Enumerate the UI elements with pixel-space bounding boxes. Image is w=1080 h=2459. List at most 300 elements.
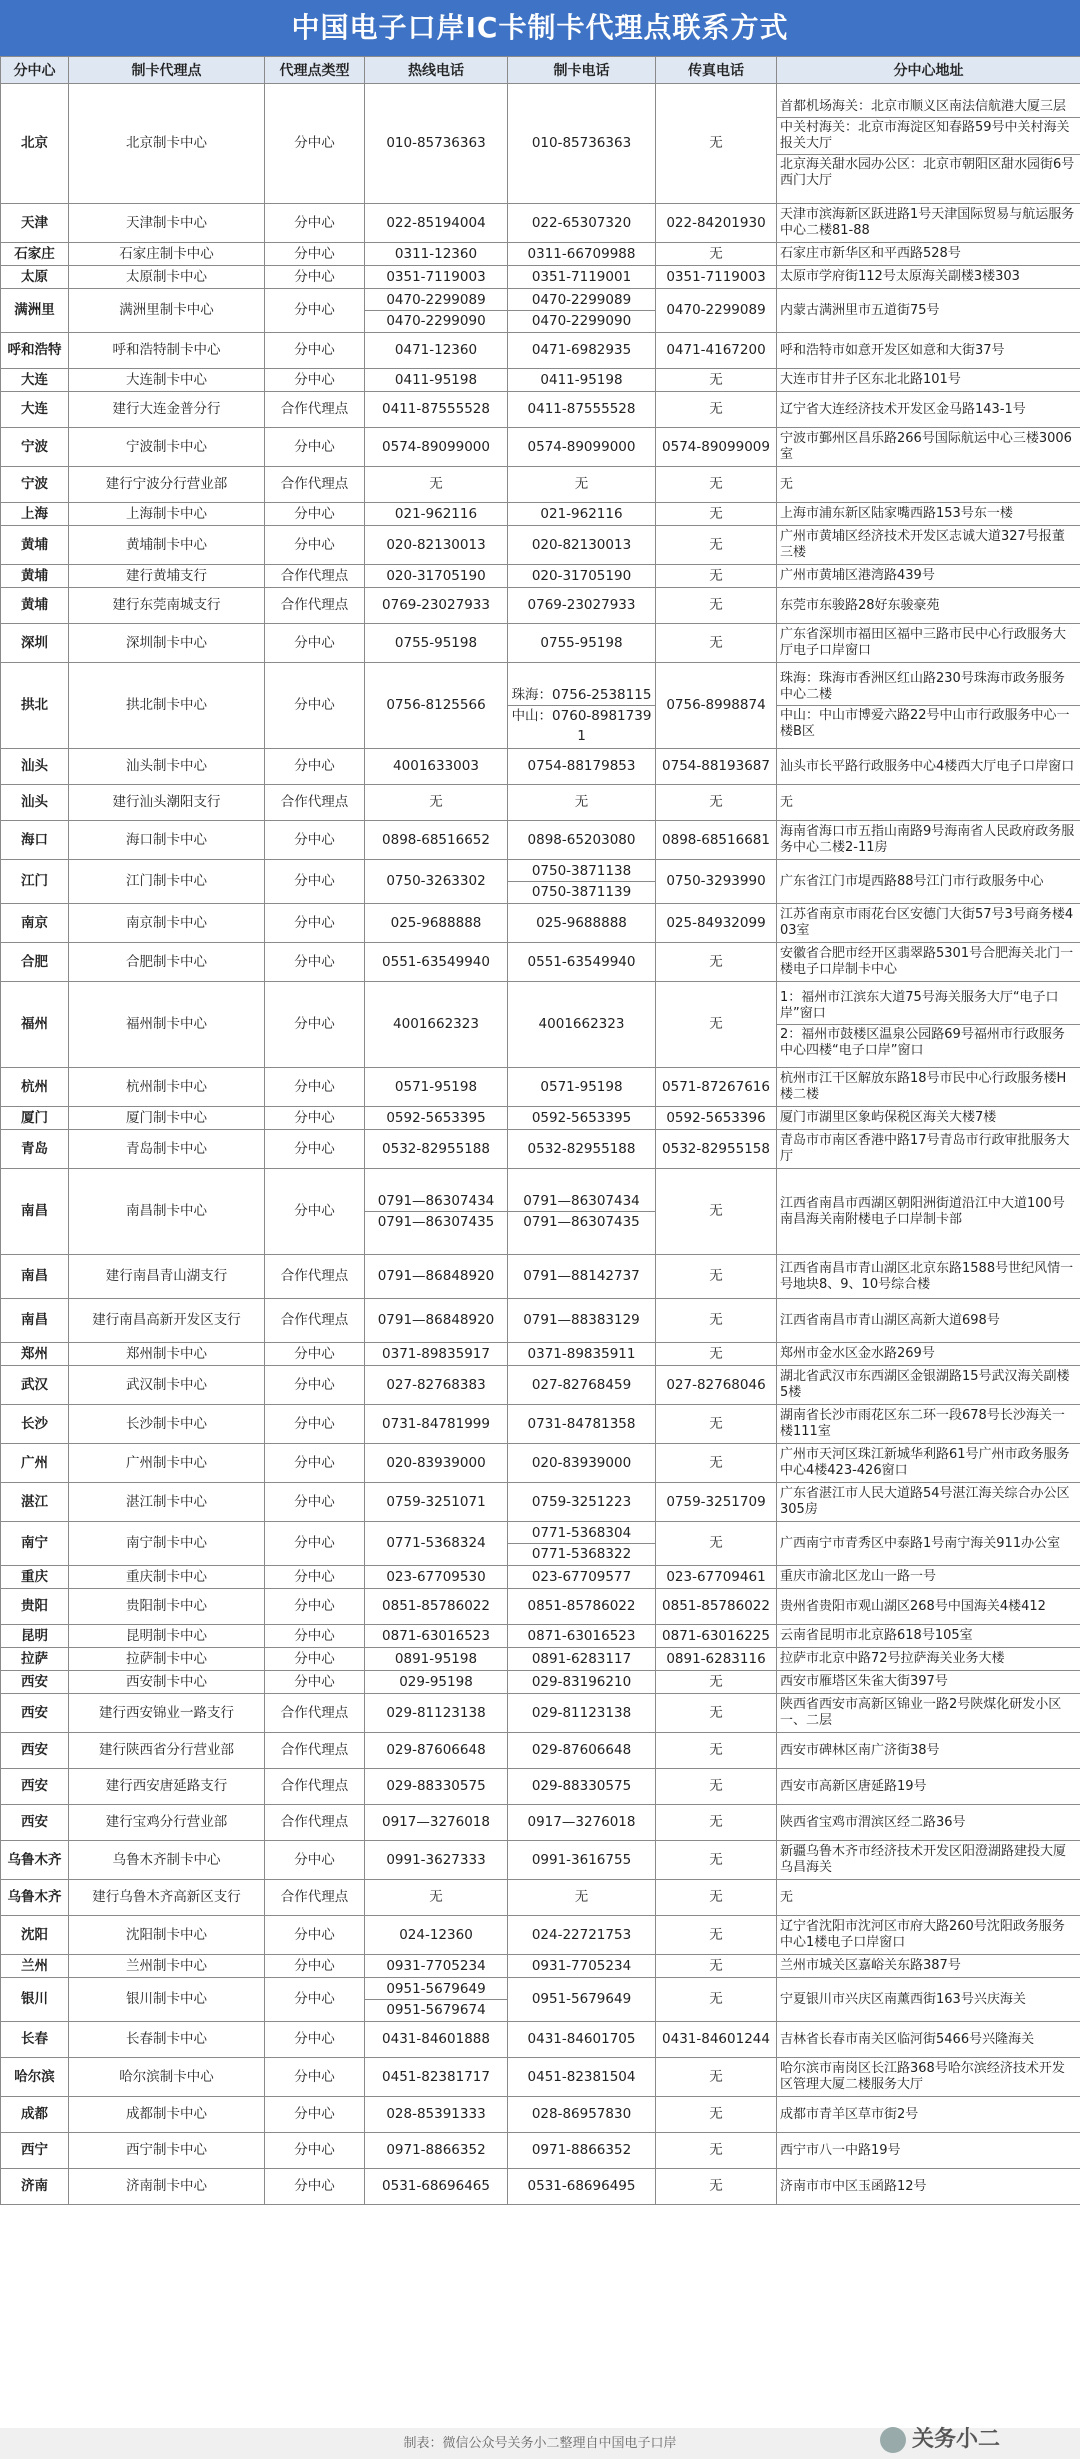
table-row [1, 1805, 1080, 1841]
hotline-cell: 0371-89835917 [365, 1343, 508, 1366]
center-cell: 南宁 [1, 1522, 69, 1566]
agent-cell: 建行东莞南城支行 [69, 588, 265, 624]
card-phone-value: 027-82768459 [531, 1376, 632, 1393]
brand-logo [880, 2422, 1000, 2458]
hotline-cell: 0931-7705234 [365, 1955, 508, 1978]
center-cell: 昆明 [1, 1625, 69, 1648]
type-cell: 分中心 [265, 1483, 365, 1522]
logo-text: 关务小二 [912, 2427, 1001, 2452]
center-cell: 长春 [1, 2022, 69, 2058]
table-row [1, 1343, 1080, 1366]
address-cell [777, 749, 1080, 785]
card-phone-value: 中山：0760-89817391 [508, 705, 655, 726]
type-cell: 分中心 [265, 289, 365, 333]
card-phone-value: 020-83939000 [531, 1454, 632, 1471]
card-phone-value: 0791—88383129 [523, 1312, 640, 1328]
address-line: 兰州市城关区嘉峪关东路387号 [780, 1958, 961, 1973]
type-cell: 合作代理点 [265, 392, 365, 428]
type-cell: 分中心 [265, 2022, 365, 2058]
address-line: 无 [780, 794, 794, 810]
agent-cell: 南宁制卡中心 [69, 1522, 265, 1566]
fax-cell: 无 [656, 1522, 777, 1566]
center-cell: 青岛 [1, 1130, 69, 1169]
fax-cell: 无 [656, 503, 777, 526]
address-line: 重庆市渝北区龙山一路一号 [780, 1569, 937, 1584]
table-row [1, 1880, 1080, 1916]
card-phone-cell [508, 204, 656, 243]
center-cell: 天津 [1, 204, 69, 243]
address-cell [777, 1769, 1080, 1805]
center-cell: 拉萨 [1, 1648, 69, 1671]
table-row [1, 2022, 1080, 2058]
agent-cell: 建行宁波分行营业部 [69, 467, 265, 503]
address-line: 呼和浩特市如意开发区如意和大街37号 [780, 342, 1005, 358]
hotline-cell: 0351-7119003 [365, 266, 508, 289]
address-line: 西宁市八一中路19号 [780, 2142, 901, 2158]
card-phone-value: 020-82130013 [531, 536, 632, 553]
hotline-cell: 0771-5368324 [365, 1522, 508, 1566]
hotline-cell: 4001662323 [365, 982, 508, 1068]
fax-cell: 0574-89099009 [656, 428, 777, 467]
address-line: 贵州省贵阳市观山湖区268号中国海关4楼412 [780, 1598, 1046, 1614]
center-cell: 南昌 [1, 1255, 69, 1299]
agent-cell: 武汉制卡中心 [69, 1366, 265, 1405]
agent-cell: 济南制卡中心 [69, 2169, 265, 2205]
address-line: 江西省南昌市青山湖区高新大道698号 [780, 1312, 1000, 1328]
table-row [1, 2169, 1080, 2205]
agent-cell: 重庆制卡中心 [69, 1566, 265, 1589]
hotline-cell: 020-31705190 [365, 565, 508, 588]
center-cell: 西安 [1, 1694, 69, 1733]
fax-cell: 0898-68516681 [656, 821, 777, 860]
address-line: 太原市学府街112号太原海关副楼3楼303 [780, 269, 1020, 284]
address-line: 广东省深圳市福田区福中三路市民中心行政服务大厅电子口岸窗口 [780, 627, 1067, 658]
type-cell: 分中心 [265, 526, 365, 565]
address-line: 拉萨市北京中路72号拉萨海关业务大楼 [780, 1651, 1005, 1666]
center-cell: 大连 [1, 369, 69, 392]
address-line: 海南省海口市五指山南路9号海南省人民政府政务服务中心二楼2-11房 [780, 824, 1075, 855]
card-phone-cell [508, 503, 656, 526]
card-phone-value: 0991-3616755 [531, 1851, 632, 1868]
card-phone-value: 无 [574, 794, 589, 810]
header-address: 分中心地址 [777, 57, 1080, 84]
card-phone-cell [508, 1694, 656, 1733]
center-cell: 西宁 [1, 2133, 69, 2169]
fax-cell: 无 [656, 1841, 777, 1880]
table-row [1, 1955, 1080, 1978]
card-phone-value: 0470-2299089 [531, 292, 632, 308]
table-row [1, 1733, 1080, 1769]
table-row [1, 84, 1080, 204]
fax-cell: 无 [656, 392, 777, 428]
address-line: 江西省南昌市西湖区朝阳洲街道沿江中大道100号南昌海关南附楼电子口岸制卡部 [780, 1195, 1065, 1227]
center-cell: 西安 [1, 1671, 69, 1694]
type-cell: 分中心 [265, 821, 365, 860]
type-cell: 分中心 [265, 624, 365, 663]
table-row [1, 663, 1080, 749]
address-cell [777, 1169, 1080, 1255]
address-line: 广西南宁市青秀区中泰路1号南宁海关911办公室 [780, 1535, 1061, 1551]
address-cell [777, 526, 1080, 565]
fax-cell: 无 [656, 467, 777, 503]
type-cell: 分中心 [265, 2133, 365, 2169]
agent-cell: 南昌制卡中心 [69, 1169, 265, 1255]
agent-cell: 银川制卡中心 [69, 1978, 265, 2022]
hotline-cell: 0731-84781999 [365, 1405, 508, 1444]
address-line: 广东省江门市堤西路88号江门市行政服务中心 [780, 873, 1044, 889]
hotline-cell: 029-95198 [365, 1671, 508, 1694]
card-phone-cell [508, 2169, 656, 2205]
hotline-cell: 0311-12360 [365, 243, 508, 266]
card-phone-value: 0791—88142737 [523, 1268, 640, 1284]
hotline-cell: 0759-3251071 [365, 1483, 508, 1522]
card-phone-cell [508, 1769, 656, 1805]
wechat-icon [880, 2427, 906, 2453]
card-phone-value: 0769-23027933 [527, 597, 636, 613]
type-cell: 分中心 [265, 243, 365, 266]
table-row [1, 1694, 1080, 1733]
address-line: 大连市甘井子区东北北路101号 [780, 372, 961, 387]
address-line: 西安市碑林区南广济街38号 [780, 1742, 940, 1758]
center-cell: 西安 [1, 1805, 69, 1841]
address-cell [777, 1483, 1080, 1522]
agent-cell: 石家庄制卡中心 [69, 243, 265, 266]
hotline-cell: 0971-8866352 [365, 2133, 508, 2169]
type-cell: 合作代理点 [265, 1694, 365, 1733]
agent-cell: 建行西安唐延路支行 [69, 1769, 265, 1805]
type-cell: 合作代理点 [265, 565, 365, 588]
table-row [1, 204, 1080, 243]
address-cell [777, 904, 1080, 943]
table-row [1, 2097, 1080, 2133]
card-phone-value: 0531-68696495 [527, 2178, 636, 2194]
address-line: 石家庄市新华区和平西路528号 [780, 246, 961, 261]
type-cell: 合作代理点 [265, 1733, 365, 1769]
hotline-cell: 0411-87555528 [365, 392, 508, 428]
center-cell: 长沙 [1, 1405, 69, 1444]
fax-cell: 无 [656, 1769, 777, 1805]
table-row [1, 467, 1080, 503]
header-fax: 传真电话 [656, 57, 777, 84]
address-line: 内蒙古满洲里市五道街75号 [780, 302, 940, 318]
type-cell: 分中心 [265, 333, 365, 369]
card-phone-value: 0532-82955188 [527, 1140, 636, 1157]
card-phone-cell [508, 289, 656, 333]
fax-cell: 0592-5653396 [656, 1107, 777, 1130]
fax-cell: 022-84201930 [656, 204, 777, 243]
card-phone-value: 0771-5368322 [508, 1543, 655, 1564]
agent-cell: 西安制卡中心 [69, 1671, 265, 1694]
address-cell [777, 1880, 1080, 1916]
card-phone-cell [508, 1366, 656, 1405]
address-cell [777, 2169, 1080, 2205]
center-cell: 武汉 [1, 1366, 69, 1405]
table-row [1, 1068, 1080, 1107]
card-phone-cell [508, 1483, 656, 1522]
contact-table [0, 56, 1080, 2205]
table-row [1, 588, 1080, 624]
hotline-value: 0791—86307435 [365, 1211, 507, 1232]
agent-cell: 大连制卡中心 [69, 369, 265, 392]
address-cell [777, 1068, 1080, 1107]
agent-cell: 拱北制卡中心 [69, 663, 265, 749]
fax-cell: 0891-6283116 [656, 1648, 777, 1671]
agent-cell: 乌鲁木齐制卡中心 [69, 1841, 265, 1880]
table-row [1, 785, 1080, 821]
agent-cell: 郑州制卡中心 [69, 1343, 265, 1366]
agent-cell: 成都制卡中心 [69, 2097, 265, 2133]
card-phone-value: 025-9688888 [536, 914, 627, 931]
address-cell [777, 943, 1080, 982]
agent-cell: 青岛制卡中心 [69, 1130, 265, 1169]
agent-cell: 天津制卡中心 [69, 204, 265, 243]
table-row [1, 333, 1080, 369]
card-phone-cell [508, 428, 656, 467]
type-cell: 分中心 [265, 1589, 365, 1625]
footer-note: 制表：微信公众号关务小二整理自中国电子口岸 [0, 2428, 1080, 2459]
card-phone-value: 0571-95198 [540, 1078, 623, 1095]
center-cell: 湛江 [1, 1483, 69, 1522]
agent-cell: 福州制卡中心 [69, 982, 265, 1068]
card-phone-cell [508, 1299, 656, 1343]
table-row [1, 624, 1080, 663]
table-row [1, 1589, 1080, 1625]
type-cell: 分中心 [265, 943, 365, 982]
center-cell: 郑州 [1, 1343, 69, 1366]
fax-cell: 无 [656, 565, 777, 588]
fax-cell: 无 [656, 2133, 777, 2169]
fax-cell: 无 [656, 785, 777, 821]
card-phone-value: 0754-88179853 [527, 758, 636, 774]
card-phone-value: 0791—86307434 [523, 1193, 640, 1209]
agent-cell: 建行西安锦业一路支行 [69, 1694, 265, 1733]
fax-cell: 0754-88193687 [656, 749, 777, 785]
card-phone-cell [508, 369, 656, 392]
hotline-value: 0951-5679674 [365, 1999, 507, 2020]
center-cell: 广州 [1, 1444, 69, 1483]
agent-cell: 建行大连金普分行 [69, 392, 265, 428]
card-phone-cell [508, 1566, 656, 1589]
fax-cell: 无 [656, 1343, 777, 1366]
card-phone-cell [508, 2133, 656, 2169]
fax-cell: 027-82768046 [656, 1366, 777, 1405]
center-cell: 宁波 [1, 428, 69, 467]
type-cell: 分中心 [265, 1169, 365, 1255]
header-center: 分中心 [1, 57, 69, 84]
type-cell: 分中心 [265, 266, 365, 289]
card-phone-value: 0791—86307435 [508, 1211, 655, 1232]
center-cell: 福州 [1, 982, 69, 1068]
center-cell: 呼和浩特 [1, 333, 69, 369]
address-line: 辽宁省沈阳市沈河区市府大路260号沈阳政务服务中心1楼电子口岸窗口 [780, 1919, 1065, 1950]
fax-cell: 无 [656, 1444, 777, 1483]
fax-cell: 无 [656, 982, 777, 1068]
center-cell: 重庆 [1, 1566, 69, 1589]
address-cell [777, 1366, 1080, 1405]
table-row [1, 749, 1080, 785]
address-line: 珠海：珠海市香洲区红山路230号珠海市政务服务中心二楼 [780, 671, 1065, 702]
type-cell: 分中心 [265, 663, 365, 749]
address-line: 辽宁省大连经济技术开发区金马路143-1号 [780, 401, 1026, 417]
fax-cell: 无 [656, 943, 777, 982]
address-cell [777, 1841, 1080, 1880]
card-phone-value: 无 [574, 1889, 589, 1905]
address-cell [777, 1255, 1080, 1299]
fax-cell: 无 [656, 243, 777, 266]
address-line: 广州市黄埔区经济技术开发区志诚大道327号报董三楼 [780, 529, 1065, 560]
center-cell: 乌鲁木齐 [1, 1880, 69, 1916]
card-phone-value: 023-67709577 [531, 1568, 632, 1585]
hotline-cell: 028-85391333 [365, 2097, 508, 2133]
center-cell: 黄埔 [1, 588, 69, 624]
hotline-cell: 0750-3263302 [365, 860, 508, 904]
card-phone-value: 0759-3251223 [531, 1493, 632, 1510]
card-phone-value: 0750-3871139 [508, 881, 655, 902]
address-cell [777, 428, 1080, 467]
address-line: 2：福州市鼓楼区温泉公园路69号福州市行政服务中心四楼“电子口岸”窗口 [777, 1024, 1080, 1061]
fax-cell: 无 [656, 1694, 777, 1733]
agent-cell: 黄埔制卡中心 [69, 526, 265, 565]
address-line: 厦门市湖里区象屿保税区海关大楼7楼 [780, 1110, 997, 1125]
address-line: 成都市青羊区草市街2号 [780, 2106, 919, 2122]
address-cell [777, 1444, 1080, 1483]
type-cell: 分中心 [265, 428, 365, 467]
address-cell [777, 1522, 1080, 1566]
address-line: 济南市市中区玉函路12号 [780, 2178, 927, 2194]
card-phone-cell [508, 1343, 656, 1366]
fax-cell: 无 [656, 1955, 777, 1978]
table-row [1, 821, 1080, 860]
center-cell: 南昌 [1, 1169, 69, 1255]
table-row [1, 392, 1080, 428]
address-line: 吉林省长春市南关区临河街5466号兴隆海关 [780, 2031, 1035, 2047]
address-cell [777, 84, 1080, 204]
table-row [1, 289, 1080, 333]
type-cell: 合作代理点 [265, 588, 365, 624]
address-cell [777, 2097, 1080, 2133]
center-cell: 贵阳 [1, 1589, 69, 1625]
card-phone-cell [508, 2097, 656, 2133]
address-line: 西安市雁塔区朱雀大街397号 [780, 1674, 948, 1689]
type-cell: 合作代理点 [265, 1805, 365, 1841]
card-phone-value: 0351-7119001 [531, 268, 632, 285]
type-cell: 分中心 [265, 1566, 365, 1589]
type-cell: 分中心 [265, 982, 365, 1068]
card-phone-cell [508, 1978, 656, 2022]
card-phone-value: 024-22721753 [531, 1926, 632, 1943]
hotline-cell: 025-9688888 [365, 904, 508, 943]
agent-cell: 北京制卡中心 [69, 84, 265, 204]
card-phone-value: 029-88330575 [531, 1778, 632, 1794]
address-cell [777, 588, 1080, 624]
table-row [1, 1444, 1080, 1483]
hotline-cell: 020-83939000 [365, 1444, 508, 1483]
fax-cell: 无 [656, 1805, 777, 1841]
hotline-cell: 0571-95198 [365, 1068, 508, 1107]
card-phone-value: 0551-63549940 [527, 953, 636, 970]
hotline-cell: 027-82768383 [365, 1366, 508, 1405]
hotline-cell: 0791—86848920 [365, 1255, 508, 1299]
agent-cell: 宁波制卡中心 [69, 428, 265, 467]
hotline-cell: 023-67709530 [365, 1566, 508, 1589]
agent-cell: 昆明制卡中心 [69, 1625, 265, 1648]
fax-cell: 无 [656, 624, 777, 663]
card-phone-value: 0731-84781358 [527, 1415, 636, 1432]
address-line: 中山：中山市博爱六路22号中山市行政服务中心一楼B区 [777, 705, 1080, 742]
address-cell [777, 565, 1080, 588]
agent-cell: 沈阳制卡中心 [69, 1916, 265, 1955]
agent-cell: 江门制卡中心 [69, 860, 265, 904]
center-cell: 江门 [1, 860, 69, 904]
card-phone-cell [508, 2022, 656, 2058]
card-phone-cell [508, 1805, 656, 1841]
hotline-cell: 0532-82955188 [365, 1130, 508, 1169]
card-phone-cell [508, 526, 656, 565]
hotline-cell: 0871-63016523 [365, 1625, 508, 1648]
hotline-value: 0470-2299089 [386, 292, 486, 308]
address-cell [777, 1130, 1080, 1169]
card-phone-value: 022-65307320 [531, 214, 632, 231]
center-cell: 杭州 [1, 1068, 69, 1107]
card-phone-cell [508, 1068, 656, 1107]
header-type: 代理点类型 [265, 57, 365, 84]
agent-cell: 建行乌鲁木齐高新区支行 [69, 1880, 265, 1916]
type-cell: 分中心 [265, 749, 365, 785]
address-cell [777, 467, 1080, 503]
address-cell [777, 204, 1080, 243]
card-phone-value: 010-85736363 [531, 135, 632, 151]
fax-cell: 0759-3251709 [656, 1483, 777, 1522]
address-line: 西安市高新区唐延路19号 [780, 1778, 927, 1794]
address-line: 汕头市长平路行政服务中心4楼西大厅电子口岸窗口 [780, 758, 1075, 774]
address-line: 首都机场海关：北京市顺义区南法信航港大厦三层 [780, 98, 1067, 114]
center-cell: 北京 [1, 84, 69, 204]
center-cell: 深圳 [1, 624, 69, 663]
address-cell [777, 266, 1080, 289]
hotline-cell: 4001633003 [365, 749, 508, 785]
card-phone-cell [508, 1625, 656, 1648]
address-cell [777, 821, 1080, 860]
table-row [1, 1769, 1080, 1805]
hotline-cell: 无 [365, 785, 508, 821]
card-phone-cell [508, 1671, 656, 1694]
address-line: 中关村海关：北京市海淀区知春路59号中关村海关报关大厅 [777, 117, 1080, 154]
agent-cell: 建行南昌高新开发区支行 [69, 1299, 265, 1343]
card-phone-cell [508, 904, 656, 943]
table-row [1, 1483, 1080, 1522]
table-row [1, 1107, 1080, 1130]
table-row [1, 1522, 1080, 1566]
table-header-row [1, 57, 1080, 84]
type-cell: 分中心 [265, 1671, 365, 1694]
card-phone-value: 0451-82381504 [527, 2068, 636, 2085]
table-row [1, 369, 1080, 392]
type-cell: 分中心 [265, 2169, 365, 2205]
hotline-cell: 020-82130013 [365, 526, 508, 565]
hotline-cell: 029-87606648 [365, 1733, 508, 1769]
address-line: 无 [780, 476, 794, 492]
card-phone-cell [508, 1841, 656, 1880]
type-cell: 分中心 [265, 860, 365, 904]
card-phone-cell [508, 2058, 656, 2097]
hotline-cell: 0471-12360 [365, 333, 508, 369]
fax-cell: 0756-8998874 [656, 663, 777, 749]
fax-cell: 0470-2299089 [656, 289, 777, 333]
card-phone-cell [508, 1522, 656, 1566]
card-phone-cell [508, 1880, 656, 1916]
address-line: 青岛市市南区香港中路17号青岛市行政审批服务大厅 [780, 1133, 1070, 1164]
hotline-value: 0791—86307434 [377, 1193, 495, 1209]
